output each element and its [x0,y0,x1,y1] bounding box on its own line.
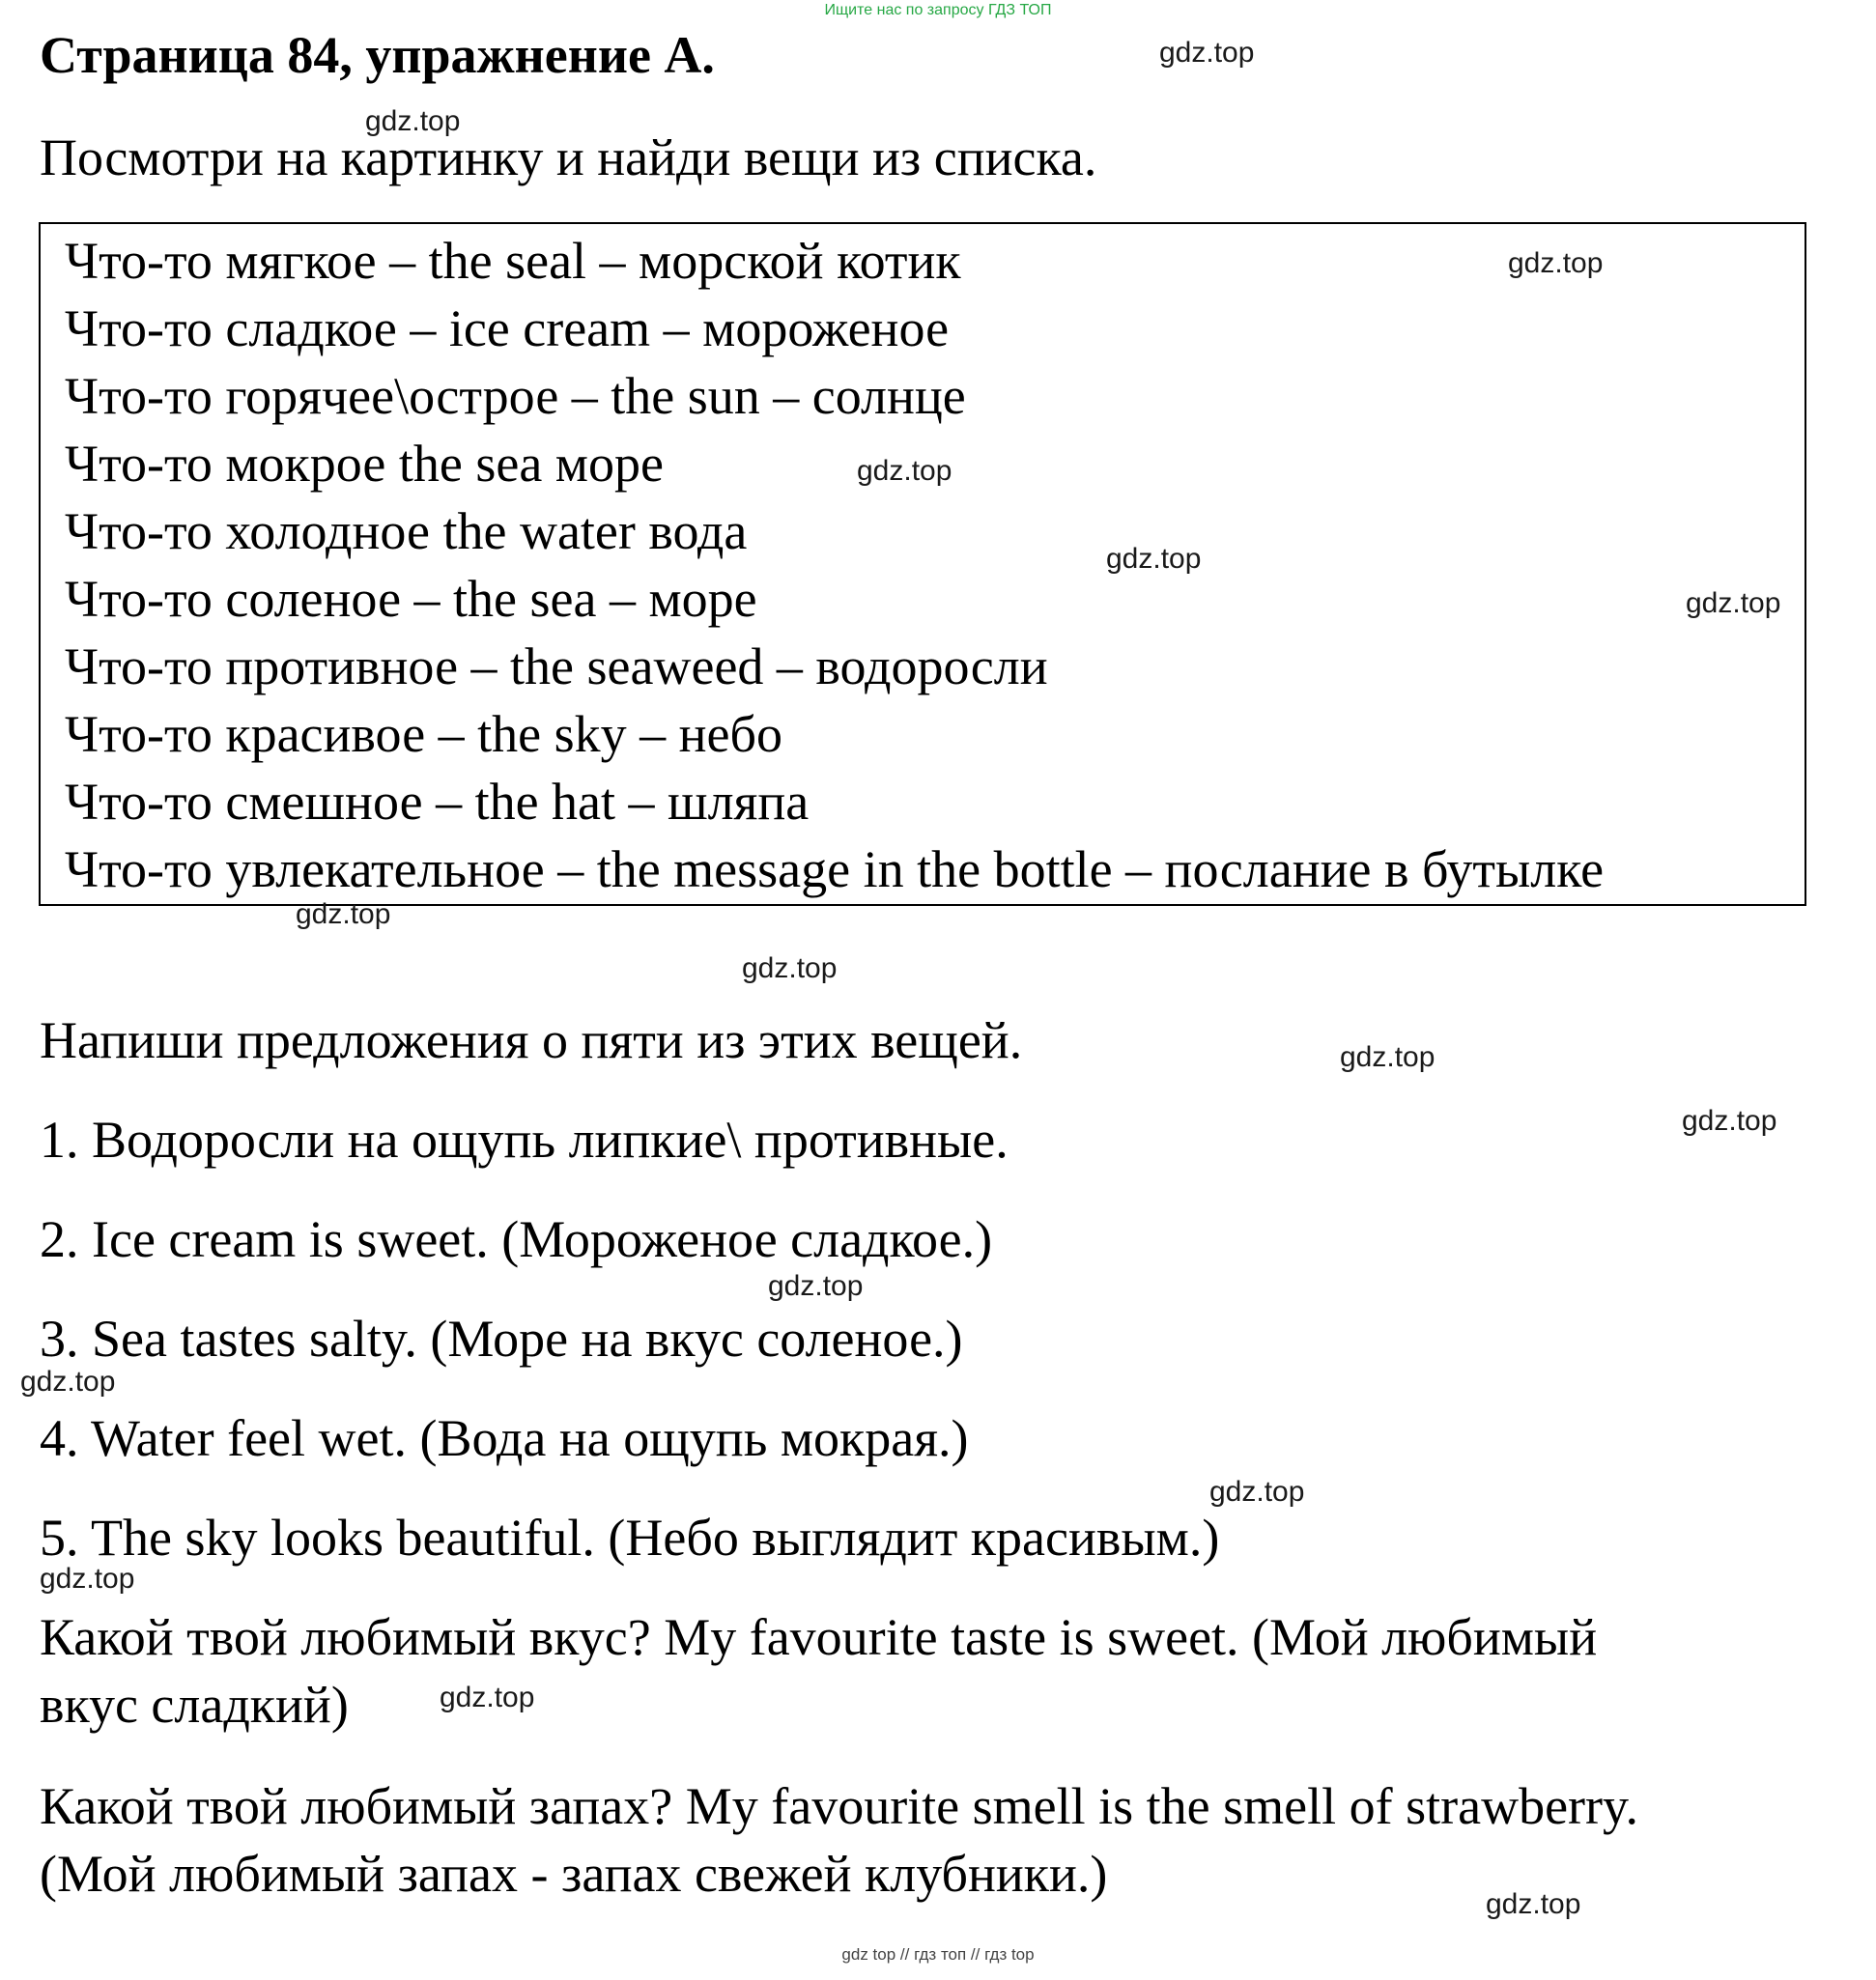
list-item: Что-то смешное – the hat – шляпа [65,773,810,831]
sentence-3: 3. Sea tastes salty. (Море на вкус соленое.) [40,1310,963,1368]
watermark: gdz.top [742,952,838,984]
list-item: Что-то красивое – the sky – небо [65,705,783,763]
footer-watermark: gdz top // гдз топ // гдз top [841,1945,1035,1964]
favourite-smell-line-1: Какой твой любимый запах? My favourite smell is the smell of strawberry. [40,1777,1638,1835]
favourite-taste-line-1: Какой твой любимый вкус? My favourite taste is sweet. (Мой любимый [40,1608,1598,1666]
sentence-2: 2. Ice cream is sweet. (Мороженое сладкое.) [40,1210,993,1268]
favourite-taste-line-2: вкус сладкий) [40,1676,349,1734]
watermark: gdz.top [365,105,461,137]
list-item: Что-то увлекательное – the message in the bottle – послание в бутылке [65,840,1605,898]
instruction-find-items: Посмотри на картинку и найди вещи из списка. [40,128,1097,186]
list-item: Что-то мягкое – the seal – морской котик [65,232,961,290]
list-item: Что-то сладкое – ice cream – мороженое [65,299,950,357]
favourite-smell-line-2: (Мой любимый запах - запах свежей клубники.) [40,1845,1108,1903]
list-item: Что-то горячее\острое – the sun – солнце [65,367,966,425]
watermark: gdz.top [1686,587,1781,619]
watermark: gdz.top [40,1563,135,1595]
watermark: gdz.top [1209,1476,1305,1508]
watermark: gdz.top [768,1270,864,1302]
watermark: gdz.top [440,1682,535,1713]
sentence-5: 5. The sky looks beautiful. (Небо выглядит красивым.) [40,1509,1220,1567]
watermark: gdz.top [1340,1041,1435,1073]
list-item: Что-то холодное the water вода [65,502,748,560]
watermark: gdz.top [20,1366,116,1398]
watermark: gdz.top [296,898,391,930]
watermark: gdz.top [1486,1888,1581,1920]
watermark: gdz.top [1682,1105,1777,1137]
watermark: gdz.top [1159,37,1255,69]
instruction-write-sentences: Напиши предложения о пяти из этих вещей. [40,1011,1023,1069]
items-list-box [39,222,1806,906]
list-item: Что-то соленое – the sea – море [65,570,757,628]
sentence-4: 4. Water feel wet. (Вода на ощупь мокрая.) [40,1409,969,1467]
top-banner: Ищите нас по запросу ГДЗ ТОП [824,2,1052,18]
page-title: Страница 84, упражнение A. [40,26,715,84]
watermark: gdz.top [1106,543,1202,575]
list-item: Что-то противное – the seaweed – водоросли [65,637,1048,695]
list-item: Что-то мокрое the sea море [65,435,664,493]
sentence-1: 1. Водоросли на ощупь липкие\ противные. [40,1111,1009,1169]
watermark: gdz.top [1508,247,1604,279]
watermark: gdz.top [857,455,952,487]
